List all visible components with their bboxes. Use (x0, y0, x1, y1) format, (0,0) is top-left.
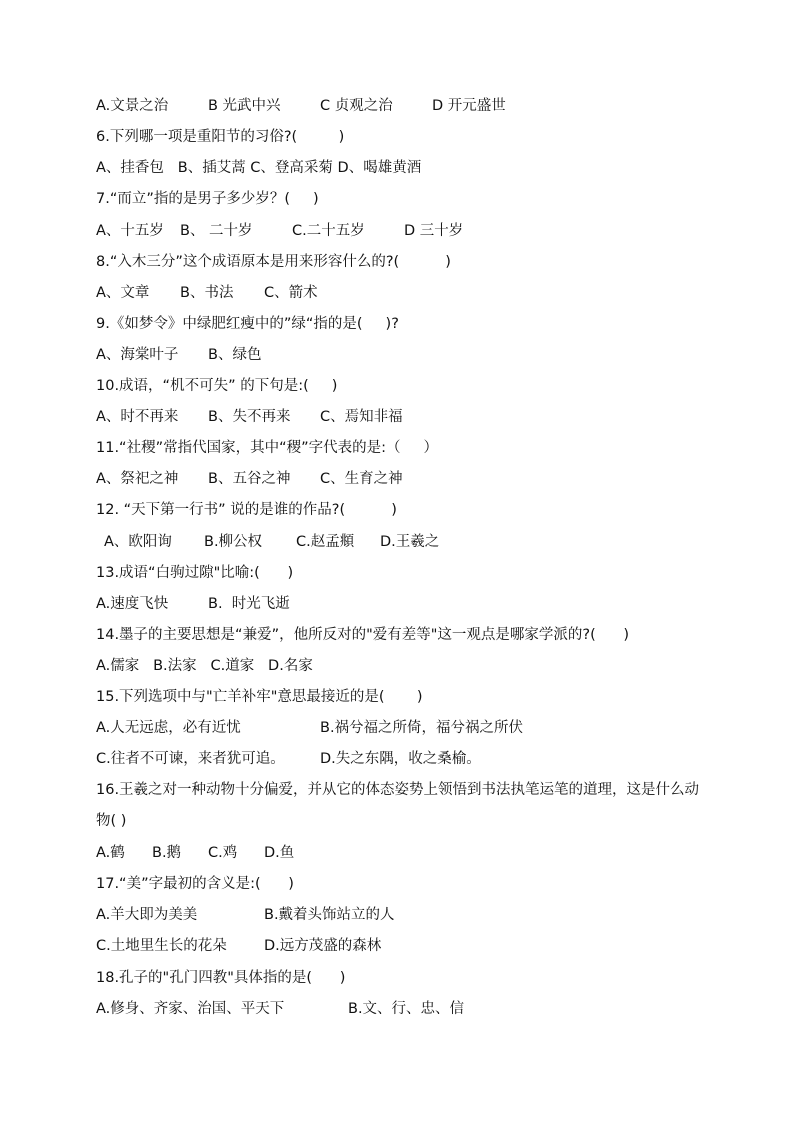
option-a: A、文章 (96, 285, 150, 301)
option-d: D.王羲之 (380, 534, 440, 550)
question-6: 6.下列哪一项是重阳节的习俗?( ) (96, 129, 345, 145)
option-a: A、时不再来 (96, 409, 179, 425)
option-d: D 三十岁 (404, 223, 464, 239)
option-c: C.赵孟頫 (296, 534, 355, 550)
option-c: C、生育之神 (320, 471, 403, 487)
question-10: 10.成语，“机不可失” 的下句是:( ) (96, 378, 338, 394)
option-a: A、祭祀之神 (96, 471, 179, 487)
option-b: B、书法 (180, 285, 234, 301)
q6-options: A、挂香包 B、插艾蒿 C、登高采菊 D、喝雄黄酒 (96, 160, 422, 176)
option-c: C.二十五岁 (292, 223, 365, 239)
option-a: A.羊大即为美美 (96, 907, 198, 923)
option-b: B. 时光飞逝 (208, 596, 290, 612)
option-b: B 光武中兴 (208, 98, 281, 114)
option-c: C、焉知非福 (320, 409, 403, 425)
option-d: D.鱼 (264, 845, 295, 861)
q18-options (96, 999, 465, 1079)
q14-options: A.儒家 B.法家 C.道家 D.名家 (96, 658, 313, 674)
option-b: B、五谷之神 (208, 471, 291, 487)
option-b: B.祸兮福之所倚，福兮祸之所伏 (320, 720, 524, 736)
option-d: D.远方茂盛的森林 (264, 938, 382, 954)
option-b: B.柳公权 (204, 534, 263, 550)
option-a: A.人无远虑，必有近忧 (96, 720, 241, 736)
option-d: D.失之东隅，收之桑榆。 (320, 751, 481, 767)
option-a: A.修身、齐家、治国、平天下 (96, 1001, 285, 1017)
question-14: 14.墨子的主要思想是“兼爱”，他所反对的"爱有差等"这一观点是哪家学派的?( ) (96, 627, 630, 643)
question-16: 16.王羲之对一种动物十分偏爱，并从它的体态姿势上领悟到书法执笔运笔的道理，这是什么动物( ) (96, 782, 700, 829)
question-15: 15.下列选项中与"亡羊补牢"意思最接近的是( ) (96, 689, 423, 705)
option-d: D 开元盛世 (432, 98, 506, 114)
option-b: B.鹅 (152, 845, 182, 861)
option-b: B、 二十岁 (180, 223, 253, 239)
question-8: 8.“入木三分”这个成语原本是用来形容什么的?( ) (96, 254, 451, 270)
option-c: C 贞观之治 (320, 98, 393, 114)
option-b: B、失不再来 (208, 409, 291, 425)
question-17: 17.“美”字最初的含义是:( ) (96, 876, 294, 892)
option-a: A、十五岁 (96, 223, 164, 239)
option-c: C.鸡 (208, 845, 238, 861)
option-a: A.文景之治 (96, 98, 169, 114)
question-18: 18.孔子的"孔门四教"具体指的是( ) (96, 970, 346, 986)
option-a: A、海棠叶子 (96, 347, 179, 363)
question-12: 12. “天下第一行书” 说的是谁的作品?( ) (96, 502, 397, 518)
question-9: 9.《如梦令》中绿肥红瘦中的”绿“指的是( )? (96, 316, 399, 332)
option-c: C、箭术 (264, 285, 318, 301)
option-b: B.戴着头饰站立的人 (264, 907, 395, 923)
option-b: B、绿色 (208, 347, 262, 363)
option-a: A.鹤 (96, 845, 125, 861)
option-a: A、欧阳询 (104, 534, 172, 550)
option-a: A.速度飞快 (96, 596, 169, 612)
option-c: C.往者不可谏，来者犹可追。 (96, 751, 285, 767)
question-11: 11.“社稷”常指代国家，其中“稷”字代表的是:（ ） (96, 440, 439, 456)
option-b: B.文、行、忠、信 (348, 1001, 465, 1017)
question-13: 13.成语“白驹过隙"比喻:( ) (96, 565, 294, 581)
question-7: 7.“而立”指的是男子多少岁？( ) (96, 191, 319, 207)
option-c: C.土地里生长的花朵 (96, 938, 227, 954)
